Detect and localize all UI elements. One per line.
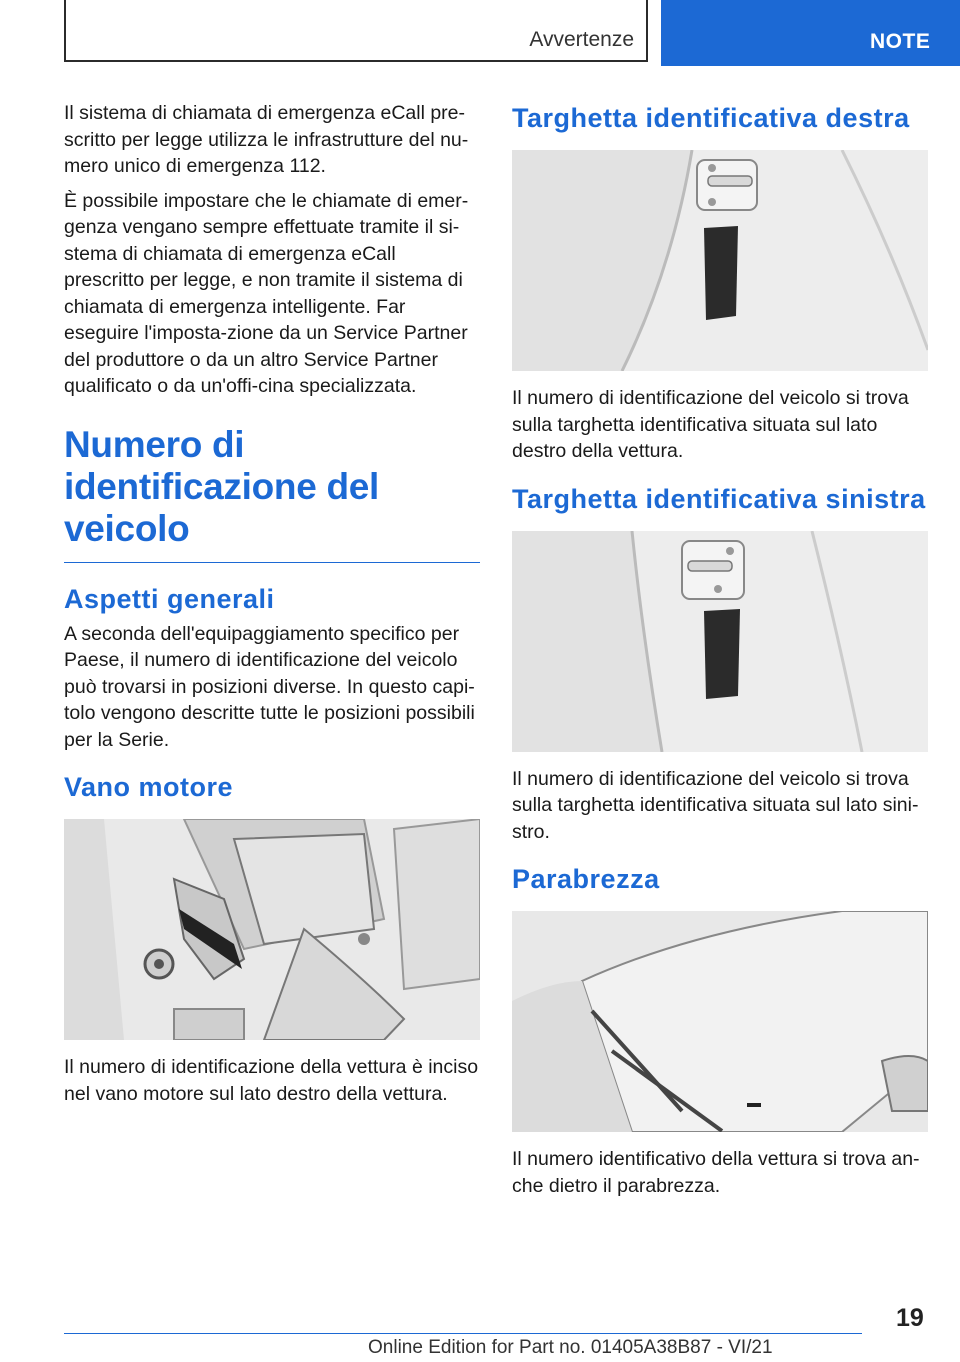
engine-paragraph: Il numero di identificazione della vettura è inciso nel vano motore sul lato destro della vettura. (64, 1056, 479, 1105)
page-number: 19 (896, 1304, 924, 1332)
windshield-heading: Parabrezza (512, 864, 660, 894)
general-paragraph: A seconda dell'equipaggiamento specifico per Paese, il numero di identificazione del veicolo può trovarsi in posizioni diverse. In questo capi-tolo vengono descritte tutte le posizioni possibili per la Serie. (64, 622, 475, 751)
left-column (64, 100, 480, 1115)
footer-edition: Online Edition for Part no. 01405A38B87 - VI/21 (368, 1337, 773, 1358)
intro-paragraph-2: È possibile impostare che le chiamate di emer-genza vengano sempre effettuate tramite il si-stema di chiamata di emergenza eCall prescritto per legge, e non tramite il sistema di chiamata di emergenza intelligente. Far eseguire l'imposta-zione da un Service Partner del produttore o da un altro Service Partner qualificato o da un'offi-cina specializzata. (64, 189, 469, 397)
right-column (512, 100, 928, 1207)
main-heading: Numero di identificazione del veicolo (64, 424, 480, 563)
plate-right-paragraph: Il numero di identificazione del veicolo si trova sulla targhetta identificativa situata sul lato destro della vettura. (512, 387, 909, 462)
intro-paragraph-1: Il sistema di chiamata di emergenza eCall pre-scritto per legge utilizza le infrastrutture del nu-mero unico di emergenza 112. (64, 102, 469, 177)
plate-right-heading: Targhetta identificativa destra (512, 103, 910, 133)
right-plate-image (512, 150, 928, 371)
windshield-paragraph: Il numero identificativo della vettura si trova an-che dietro il parabrezza. (512, 1148, 920, 1197)
windshield-image (512, 911, 928, 1132)
left-plate-image (512, 531, 928, 752)
header-tab-label: NOTE (870, 30, 931, 53)
engine-heading: Vano motore (64, 772, 234, 802)
general-heading: Aspetti generali (64, 583, 275, 614)
plate-left-paragraph: Il numero di identificazione del veicolo si trova sulla targhetta identificativa situata sul lato sini-stro. (512, 767, 919, 843)
header-tab-note[interactable] (661, 0, 960, 66)
header-section-title: Avvertenze (529, 28, 634, 51)
engine-bay-image (64, 819, 480, 1040)
plate-left-heading: Targhetta identificativa sinistra (512, 483, 926, 514)
footer-divider (64, 1333, 862, 1334)
